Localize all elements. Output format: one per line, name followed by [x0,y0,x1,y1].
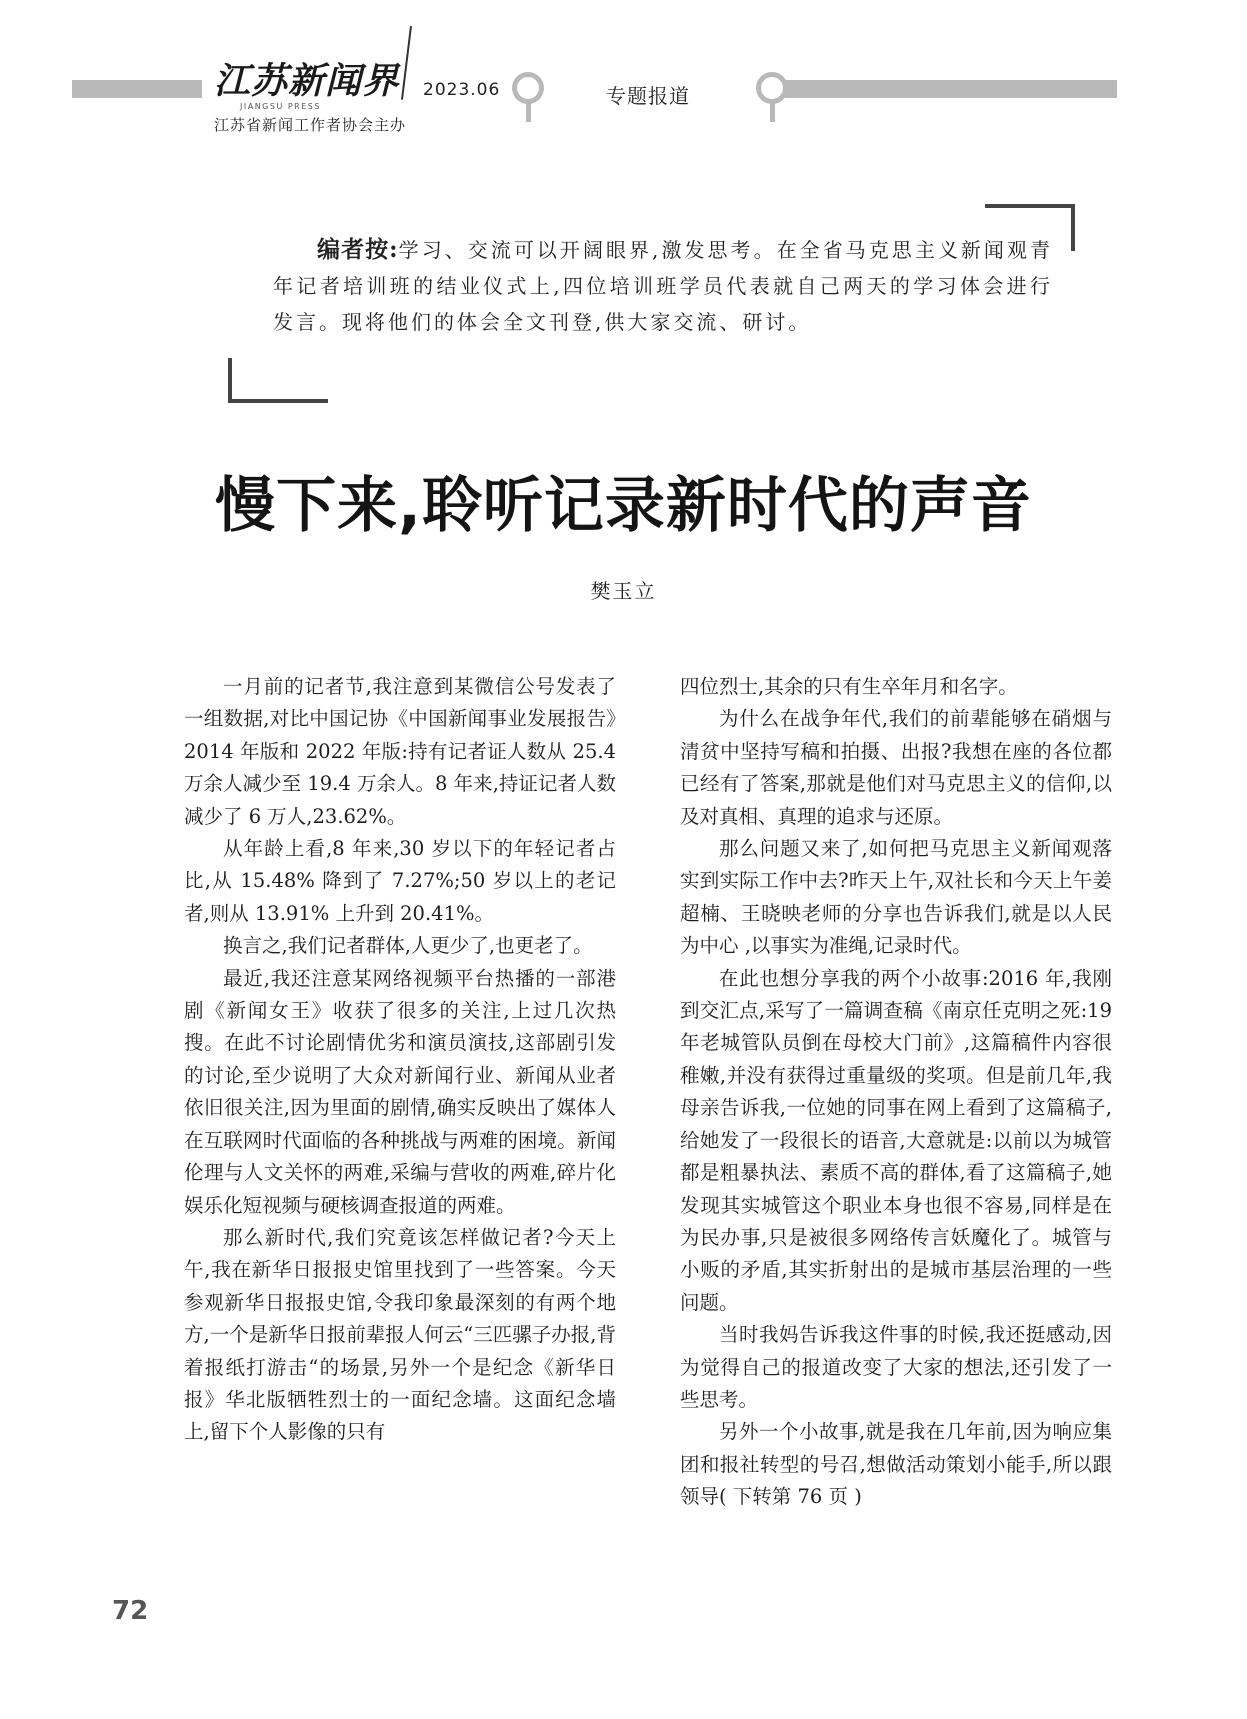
article-paragraph: 从年龄上看,8 年来,30 岁以下的年轻记者占比,从 15.48% 降到了 7.27%;50 岁以上的老记者,则从 13.91% 上升到 20.41%。 [184,837,616,925]
page-number: 72 [112,1596,149,1626]
article-paragraph: 当时我妈告诉我这件事的时候,我还挺感动,因为觉得自己的报道改变了大家的想法,还引发了一些思考。 [680,1323,1112,1411]
article-paragraph: 在此也想分享我的两个小故事:2016 年,我刚到交汇点,采写了一篇调查稿《南京任克明之死:19 年老城管队员倒在母校大门前》,这篇稿件内容很稚嫩,并没有获得过重量级的奖项。但是前几年,我母亲告诉我,一位她的同事在网上看到了这篇稿子,给她发了一段很长的语音,大意就是:以前以为城管都是粗暴执法、素质不高的群体,看了这篇稿子,她发现其实城管这个职业本身也很不容易,同样是在为民办事,只是被很多网络传言妖魔化了。城管与小贩的矛盾,其实折射出的是城市基层治理的一些问题。 [680,966,1112,1314]
header-bar-left [72,80,202,98]
article-paragraph: 换言之,我们记者群体,人更少了,也更老了。 [223,934,593,958]
note-frame-left [228,358,232,403]
article-paragraph: 另外一个小故事,就是我在几年前,因为响应集团和报社转型的号召,想做活动策划小能手,所以跟领导( 下转第 76 页 ) [680,1420,1112,1509]
issue-number: 2023.06 [423,80,501,100]
editor-note-label: 编者按: [317,236,399,263]
article-paragraph: 一月前的记者节,我注意到某微信公号发表了一组数据,对比中国记协《中国新闻事业发展报告》2014 年版和 2022 年版:持有记者证人数从 25.4 万余人减少至 19.4 万余人。8 年来,持证记者人数减少了 6 万人,23.62%。 [184,675,616,828]
magazine-brand-sub: JIANGSU PRESS [240,102,321,111]
header-bar-right [772,80,1117,98]
article-paragraph: 那么问题又来了,如何把马克思主义新闻观落实到实际工作中去?昨天上午,双社长和今天上午姜超楠、王晓映老师的分享也告诉我们,就是以人民为中心 ,以事实为准绳,记录时代。 [680,837,1112,958]
note-frame-right [1071,204,1075,251]
article-paragraph: 最近,我还注意某网络视频平台热播的一部港剧《新闻女王》收获了很多的关注,上过几次热搜。在此不讨论剧情优劣和演员演技,这部剧引发的讨论,至少说明了大众对新闻行业、新闻从业者依旧很关注,因为里面的剧情,确实反映出了媒体人在互联网时代面临的各种挑战与两难的困境。新闻伦理与人文关怀的两难,采编与营收的两难,碎片化娱乐化短视频与硬核调查报道的两难。 [184,966,616,1217]
organizer-line: 江苏省新闻工作者协会主办 [214,116,407,134]
pin-tail-left [526,100,531,122]
article-author: 樊玉立 [590,579,657,603]
article-paragraph-continued: 四位烈士,其余的只有生卒年月和名字。 [680,675,1018,698]
pin-tail-right [770,100,775,122]
article-paragraph: 那么新时代,我们究竟该怎样做记者?今天上午,我在新华日报报史馆里找到了一些答案。今天参观新华日报报史馆,令我印象最深刻的有两个地方,一个是新华日报前辈报人何云“三匹骡子办报,背着报纸打游击“的场景,另外一个是纪念《新华日报》华北版牺牲烈士的一面纪念墙。这面纪念墙上,留下个人影像的只有 [184,1225,616,1444]
editor-note [273,232,1053,340]
section-label: 专题报道 [606,84,690,108]
article-column-right [680,671,1112,1514]
article-column-left [184,671,616,1449]
note-frame-bottom [228,399,328,403]
magazine-brand: 江苏新闻界 [214,61,400,102]
note-frame-top [985,204,1075,208]
article-title: 慢下来,聆听记录新时代的声音 [215,471,1032,541]
editor-note-text: 学习、交流可以开阔眼界,激发思考。在全省马克思主义新闻观青年记者培训班的结业仪式上,四位培训班学员代表就自己两天的学习体会进行发言。现将他们的体会全文刊登,供大家交流、研讨。 [273,238,1053,334]
article-paragraph: 为什么在战争年代,我们的前辈能够在硝烟与清贫中坚持写稿和拍摄、出报?我想在座的各位都已经有了答案,那就是他们对马克思主义的信仰,以及对真相、真理的追求与还原。 [680,707,1112,828]
